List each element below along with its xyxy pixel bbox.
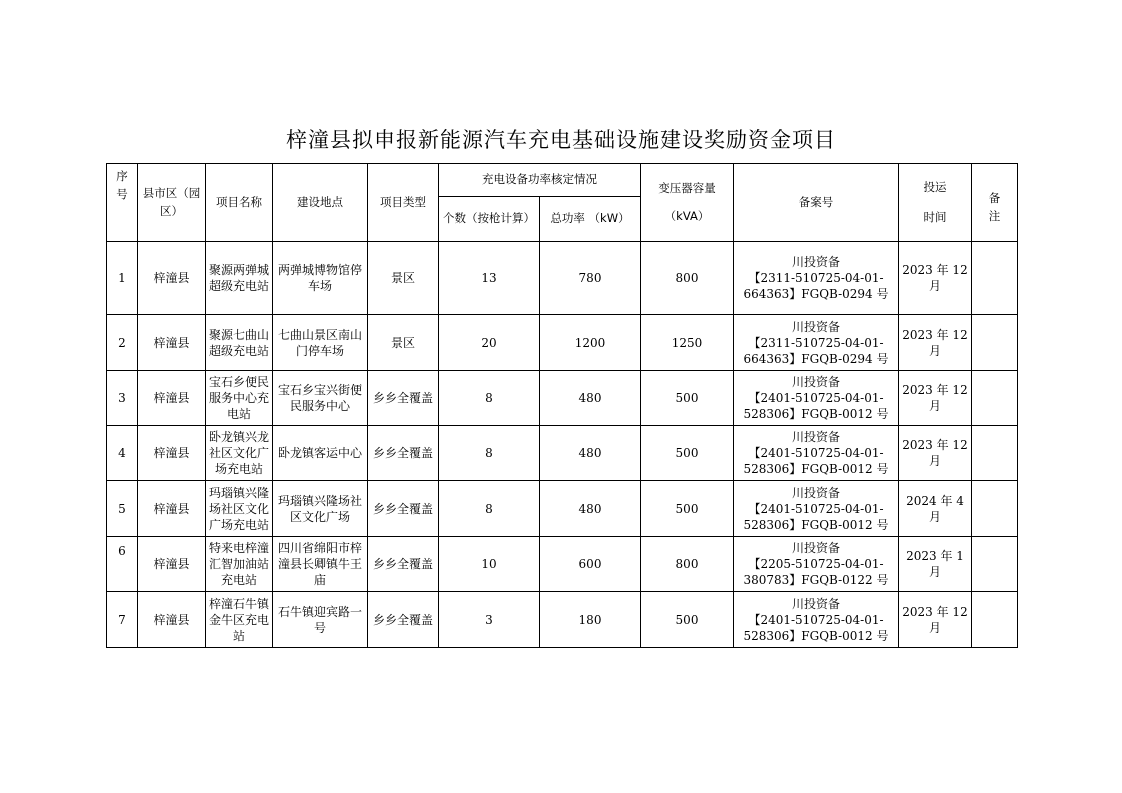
- header-transformer-line1: 变压器容量: [658, 180, 716, 195]
- table-row: [107, 371, 1018, 426]
- row-record-prefix: 川投资备: [791, 485, 840, 500]
- row-remark: [972, 426, 1018, 481]
- row-power: 600: [540, 537, 641, 592]
- row-county: 梓潼县: [138, 426, 206, 481]
- row-count: 8: [439, 481, 540, 537]
- row-type: 乡乡全覆盖: [368, 537, 439, 592]
- table-row: [107, 315, 1018, 371]
- row-operate: 2023 年 12 月: [899, 315, 972, 371]
- row-remark: [972, 481, 1018, 537]
- row-power: 1200: [540, 315, 641, 371]
- row-transformer: 500: [641, 592, 734, 648]
- row-county: 梓潼县: [138, 537, 206, 592]
- header-total-power: 总功率 （kW）: [540, 197, 641, 242]
- header-county: [138, 164, 206, 242]
- header-transformer-line2: （kVA）: [664, 208, 710, 223]
- row-operate: 2023 年 12 月: [899, 592, 972, 648]
- row-power: 780: [540, 242, 641, 315]
- row-record: [734, 371, 899, 426]
- row-record-prefix: 川投资备: [791, 430, 840, 444]
- row-location: 两弹城博物馆停车场: [273, 242, 368, 315]
- row-remark: [972, 592, 1018, 648]
- row-seq: 2: [107, 315, 138, 371]
- row-location: 卧龙镇客运中心: [273, 426, 368, 481]
- row-transformer: 500: [641, 371, 734, 426]
- row-record: [734, 426, 899, 481]
- row-count: 8: [439, 371, 540, 426]
- header-remark-label: 备注: [988, 191, 1001, 223]
- row-name: 聚源七曲山超级充电站: [206, 315, 273, 371]
- header-county-label: 县市区（园区）: [142, 185, 201, 218]
- row-transformer: 800: [641, 537, 734, 592]
- row-transformer: 500: [641, 426, 734, 481]
- row-seq: 7: [107, 592, 138, 648]
- row-record-prefix: 川投资备: [791, 375, 840, 389]
- row-remark: [972, 537, 1018, 592]
- row-record-code: 【2205-510725-04-01-380783】FGQB-0122 号: [743, 557, 889, 587]
- row-operate: 2023 年 12 月: [899, 371, 972, 426]
- row-type: 乡乡全覆盖: [368, 592, 439, 648]
- header-power-group: 充电设备功率核定情况: [439, 164, 641, 197]
- row-record-code: 【2311-510725-04-01-664363】FGQB-0294 号: [743, 335, 889, 366]
- row-location: 玛瑙镇兴隆场社区文化广场: [273, 481, 368, 537]
- header-operate-line2: 时间: [923, 209, 947, 224]
- row-transformer: 1250: [641, 315, 734, 371]
- header-seq: [107, 164, 138, 242]
- row-seq: 5: [107, 481, 138, 537]
- row-seq: 1: [107, 242, 138, 315]
- row-power: 480: [540, 481, 641, 537]
- row-type: 景区: [368, 242, 439, 315]
- row-record-code: 【2401-510725-04-01-528306】FGQB-0012 号: [743, 446, 889, 476]
- row-name: 玛瑙镇兴隆场社区文化广场充电站: [206, 481, 273, 537]
- row-record-prefix: 川投资备: [791, 255, 840, 269]
- row-record-code: 【2401-510725-04-01-528306】FGQB-0012 号: [743, 391, 889, 421]
- row-transformer: 800: [641, 242, 734, 315]
- row-record: [734, 592, 899, 648]
- row-seq: 6: [107, 537, 138, 592]
- row-remark: [972, 315, 1018, 371]
- row-location: 四川省绵阳市梓潼县长卿镇牛王庙: [273, 537, 368, 592]
- row-name: 梓潼石牛镇金牛区充电站: [206, 592, 273, 648]
- row-record-prefix: 川投资备: [791, 541, 840, 555]
- row-location: 宝石乡宝兴街便民服务中心: [273, 371, 368, 426]
- header-count: 个数（按枪计算）: [439, 197, 540, 242]
- row-record-code: 【2401-510725-04-01-528306】FGQB-0012 号: [743, 501, 889, 532]
- row-name: 聚源两弹城超级充电站: [206, 242, 273, 315]
- header-location: 建设地点: [273, 164, 368, 242]
- row-county: 梓潼县: [138, 371, 206, 426]
- row-seq: 3: [107, 371, 138, 426]
- row-record-code: 【2311-510725-04-01-664363】FGQB-0294 号: [743, 271, 889, 301]
- document-title: 梓潼县拟申报新能源汽车充电基础设施建设奖励资金项目: [286, 128, 836, 152]
- row-count: 8: [439, 426, 540, 481]
- projects-table: [106, 163, 1018, 648]
- row-remark: [972, 371, 1018, 426]
- row-operate: 2023 年 12 月: [899, 426, 972, 481]
- header-name: 项目名称: [206, 164, 273, 242]
- table-row: [107, 481, 1018, 537]
- row-count: 13: [439, 242, 540, 315]
- row-type: 乡乡全覆盖: [368, 371, 439, 426]
- row-type: 乡乡全覆盖: [368, 481, 439, 537]
- row-county: 梓潼县: [138, 315, 206, 371]
- row-type: 景区: [368, 315, 439, 371]
- table-row: [107, 242, 1018, 315]
- row-seq: 4: [107, 426, 138, 481]
- table-row: [107, 537, 1018, 592]
- row-record: [734, 242, 899, 315]
- row-county: 梓潼县: [138, 481, 206, 537]
- row-record: [734, 537, 899, 592]
- header-type: 项目类型: [368, 164, 439, 242]
- row-type: 乡乡全覆盖: [368, 426, 439, 481]
- header-record: 备案号: [734, 164, 899, 242]
- row-county: 梓潼县: [138, 592, 206, 648]
- row-transformer: 500: [641, 481, 734, 537]
- header-remark: [972, 164, 1018, 242]
- row-location: 石牛镇迎宾路一号: [273, 592, 368, 648]
- row-remark: [972, 242, 1018, 315]
- header-operate-line1: 投运: [923, 179, 947, 194]
- row-operate: 2023 年 12 月: [899, 242, 972, 315]
- row-power: 180: [540, 592, 641, 648]
- row-record: [734, 481, 899, 537]
- header-seq-label: 序号: [116, 169, 128, 201]
- row-operate: 2023 年 1 月: [899, 537, 972, 592]
- table-row: [107, 592, 1018, 648]
- row-power: 480: [540, 426, 641, 481]
- header-operate: [899, 164, 972, 242]
- row-count: 10: [439, 537, 540, 592]
- row-record-prefix: 川投资备: [791, 319, 840, 334]
- row-name: 特来电梓潼汇智加油站充电站: [206, 537, 273, 592]
- table-row: [107, 426, 1018, 481]
- header-transformer: [641, 164, 734, 242]
- row-power: 480: [540, 371, 641, 426]
- row-county: 梓潼县: [138, 242, 206, 315]
- row-name: 宝石乡便民服务中心充电站: [206, 371, 273, 426]
- row-record-code: 【2401-510725-04-01-528306】FGQB-0012 号: [743, 612, 889, 643]
- row-operate: 2024 年 4 月: [899, 481, 972, 537]
- row-name: 卧龙镇兴龙社区文化广场充电站: [206, 426, 273, 481]
- row-count: 3: [439, 592, 540, 648]
- row-location: 七曲山景区南山门停车场: [273, 315, 368, 371]
- row-count: 20: [439, 315, 540, 371]
- row-record-prefix: 川投资备: [791, 596, 840, 611]
- row-record: [734, 315, 899, 371]
